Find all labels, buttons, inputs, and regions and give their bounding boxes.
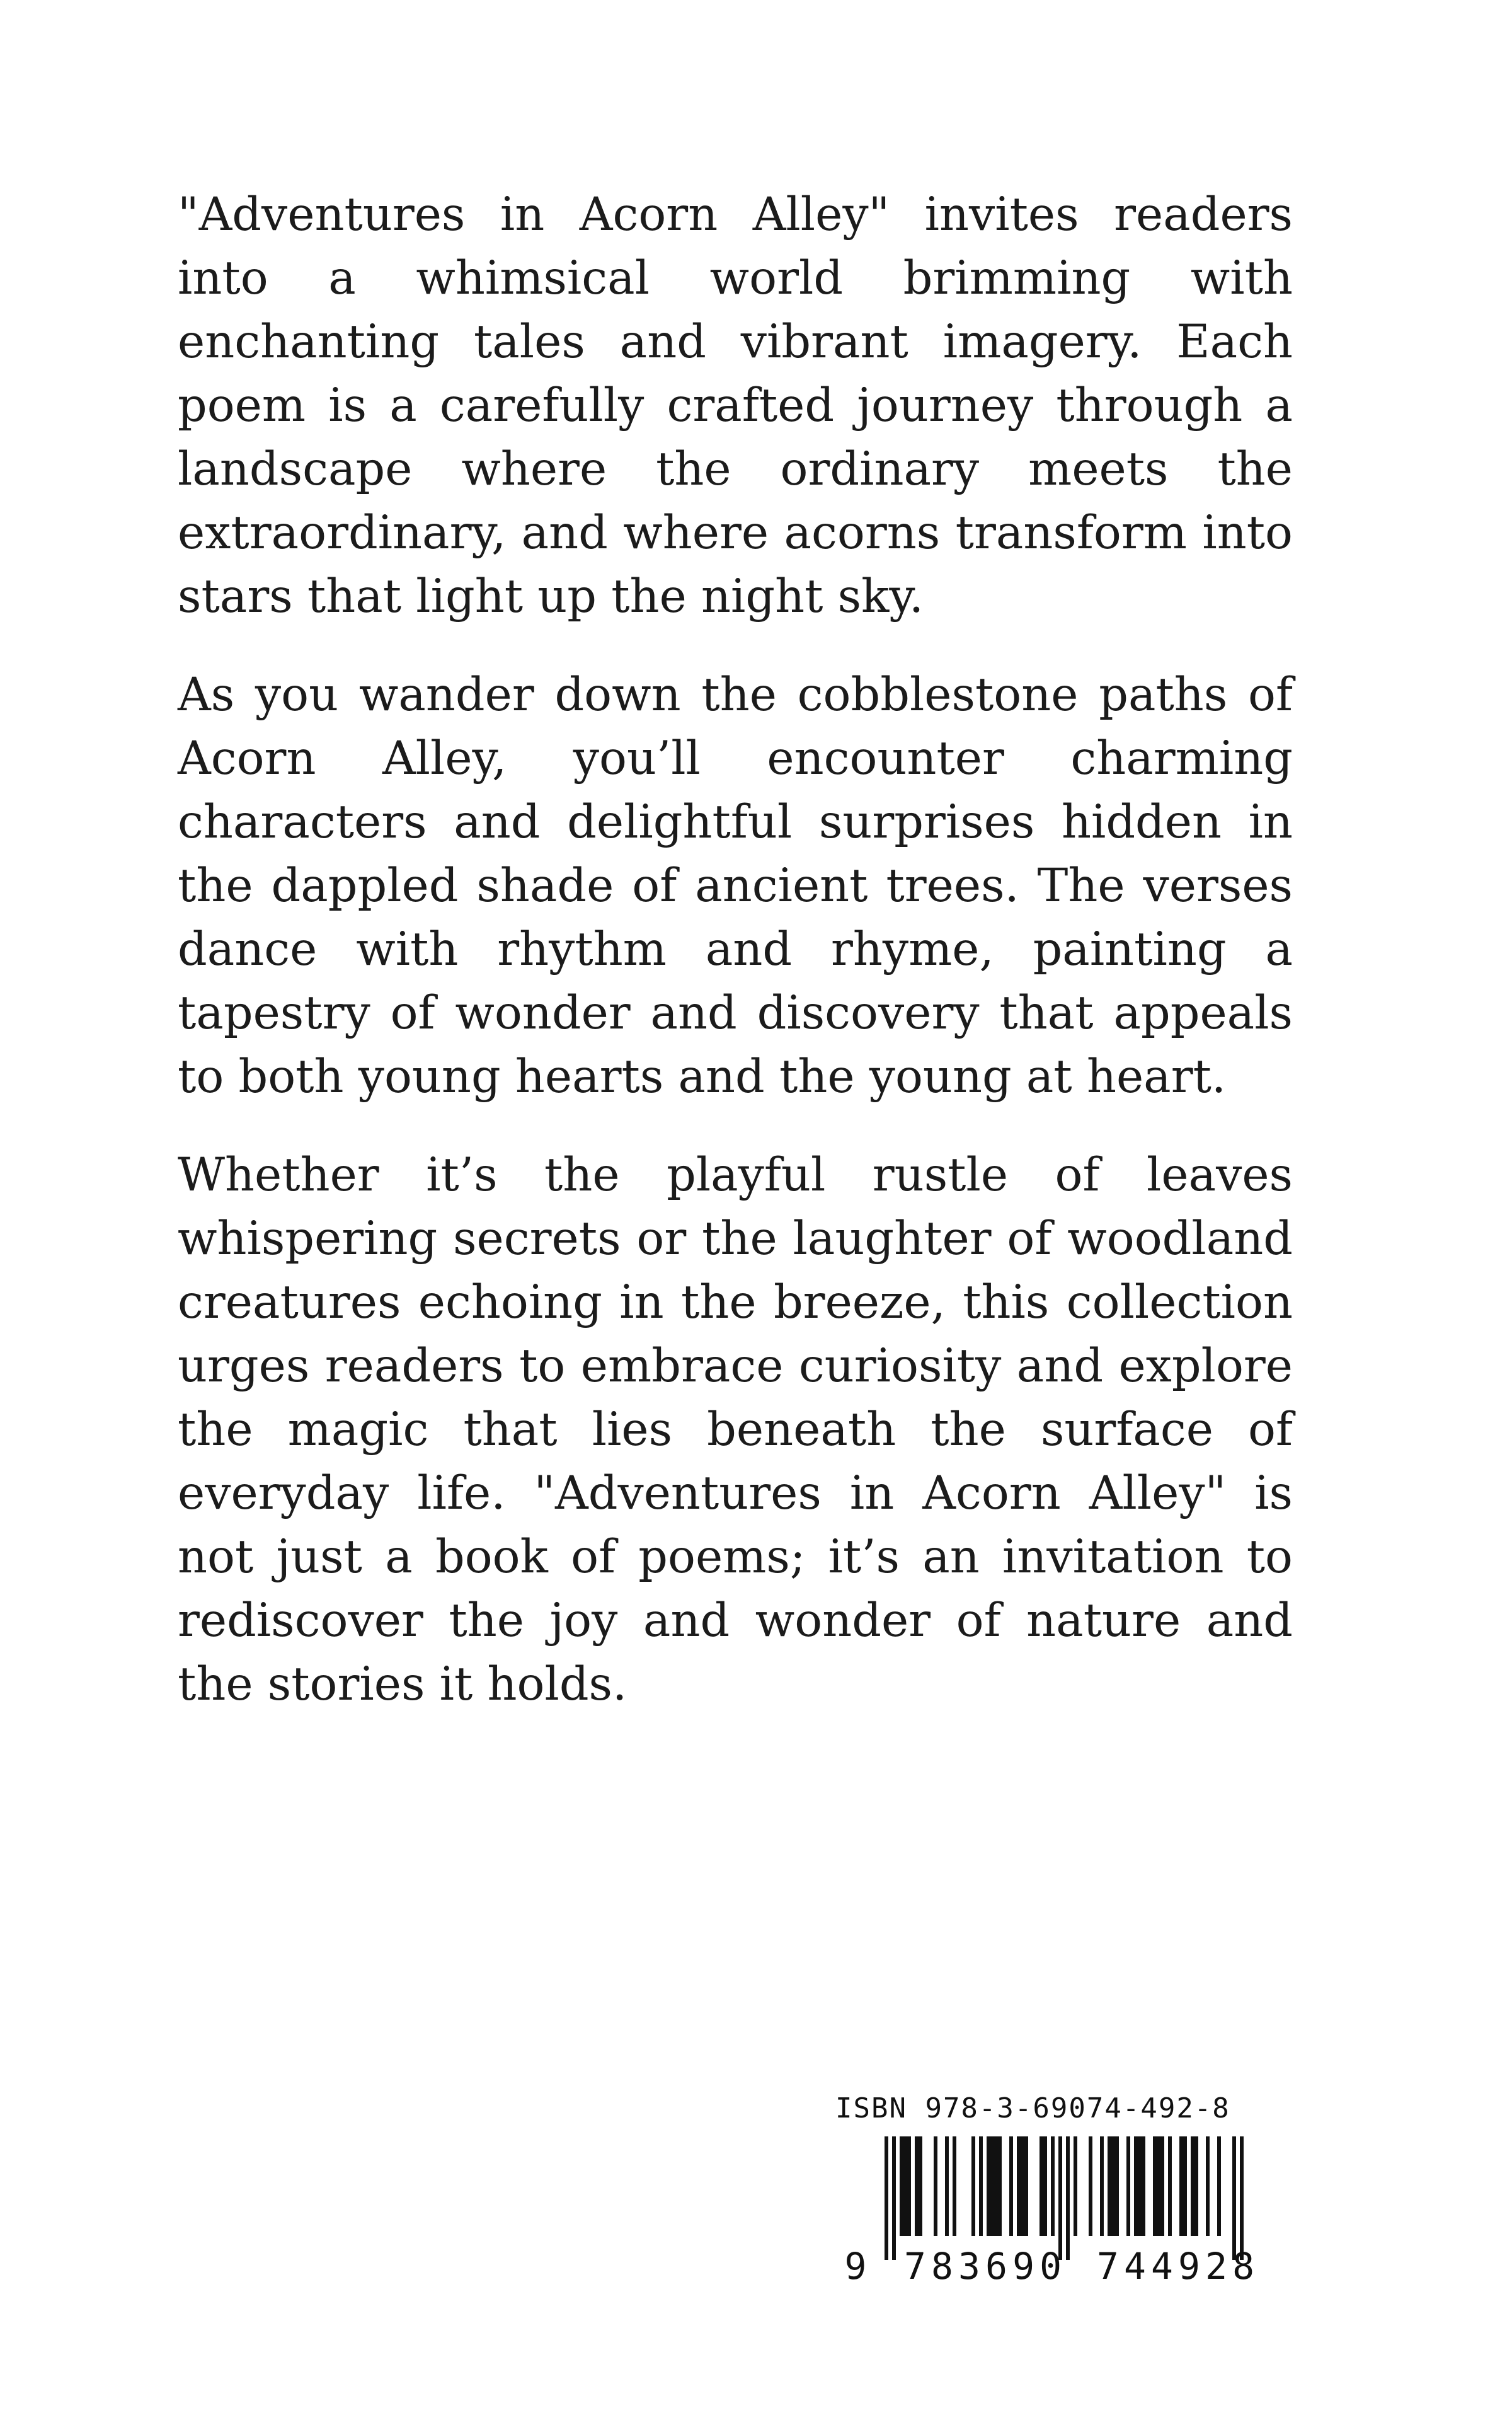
barcode-bar — [907, 2136, 911, 2236]
barcode-bar — [1040, 2136, 1043, 2236]
barcode-bar — [1009, 2136, 1013, 2236]
barcode-bar — [1153, 2136, 1157, 2236]
barcode-bar — [945, 2136, 949, 2236]
barcode-bar — [1024, 2136, 1028, 2236]
barcode-bar — [1168, 2136, 1172, 2236]
barcode-bar — [1100, 2136, 1104, 2236]
barcode-bar — [915, 2136, 919, 2236]
barcode-right-digits: 744928 — [1097, 2245, 1254, 2288]
barcode-bar — [1160, 2136, 1164, 2236]
barcode-bar — [987, 2136, 990, 2236]
barcode-bar — [990, 2136, 994, 2236]
barcode-bar — [1108, 2136, 1111, 2236]
barcode-bar — [971, 2136, 975, 2236]
barcode-bar — [1089, 2136, 1092, 2236]
barcode-bar — [1111, 2136, 1115, 2236]
barcode-bar — [1115, 2136, 1119, 2236]
barcode-bar — [1134, 2136, 1138, 2236]
blurb-paragraph-3: Whether it’s the playful rustle of leaves whispering secrets or the laughter of woodland creatures echoing in the breeze, this collection urges readers to embrace curiosity and explore the magic that lies beneath the surface of everyday life. "Adventures in Acorn Alley" is not just a book of poems; it’s an invitation to rediscover the joy and wonder of nature and the stories it holds. — [178, 1148, 1293, 1711]
barcode-guard-bar — [1066, 2136, 1070, 2260]
barcode-bar — [1126, 2136, 1130, 2236]
barcode-guard-bar — [1232, 2136, 1236, 2260]
barcode-bar — [903, 2136, 907, 2236]
barcode-bar — [1138, 2136, 1142, 2236]
barcode-bar — [1074, 2136, 1077, 2236]
barcode-bar — [900, 2136, 903, 2236]
barcode-bar — [1051, 2136, 1055, 2236]
barcode-bar — [1043, 2136, 1047, 2236]
barcode-bar — [979, 2136, 983, 2236]
barcode-guard-bar — [885, 2136, 888, 2260]
barcode-bars — [885, 2136, 1244, 2260]
barcode-bar — [919, 2136, 922, 2236]
barcode-image — [832, 2136, 1285, 2294]
barcode-bar — [1206, 2136, 1210, 2236]
barcode-left-digits: 783690 — [904, 2245, 1062, 2288]
blurb-paragraph-2: As you wander down the cobblestone paths of Acorn Alley, you’ll encounter charming characters and delightful surprises hidden in the dappled shade of ancient trees. The verses dance with rhythm and rhyme, painting a tapestry of wonder and discovery that appeals to both young hearts and the young at heart. — [178, 668, 1293, 1103]
barcode-bar — [1179, 2136, 1183, 2236]
barcode-bar — [1157, 2136, 1160, 2236]
barcode-first-digit: 9 — [844, 2245, 867, 2288]
barcode-bar — [1021, 2136, 1024, 2236]
barcode-bar — [1217, 2136, 1221, 2236]
barcode-bar — [953, 2136, 956, 2236]
barcode-guard-bar — [1058, 2136, 1062, 2260]
barcode-bar — [994, 2136, 998, 2236]
barcode-bar — [998, 2136, 1002, 2236]
back-cover-blurb — [178, 183, 1293, 1751]
blurb-paragraph-1: "Adventures in Acorn Alley" invites readers into a whimsical world brimming with enchanting tales and vibrant imagery. Each poem is a carefully crafted journey through a landscape where the ordinary meets the extraordinary, and where acorns transform into stars that light up the night sky. — [178, 188, 1293, 623]
barcode-bar — [1191, 2136, 1194, 2236]
barcode-bar — [1142, 2136, 1145, 2236]
barcode-guard-bar — [892, 2136, 896, 2260]
barcode-guard-bar — [1240, 2136, 1244, 2260]
barcode-bar — [934, 2136, 937, 2236]
barcode-bar — [1194, 2136, 1198, 2236]
isbn-barcode-block — [832, 2092, 1285, 2300]
isbn-label: ISBN 978-3-69074-492-8 — [835, 2092, 1230, 2124]
barcode-bar — [1183, 2136, 1187, 2236]
barcode-bar — [1017, 2136, 1021, 2236]
